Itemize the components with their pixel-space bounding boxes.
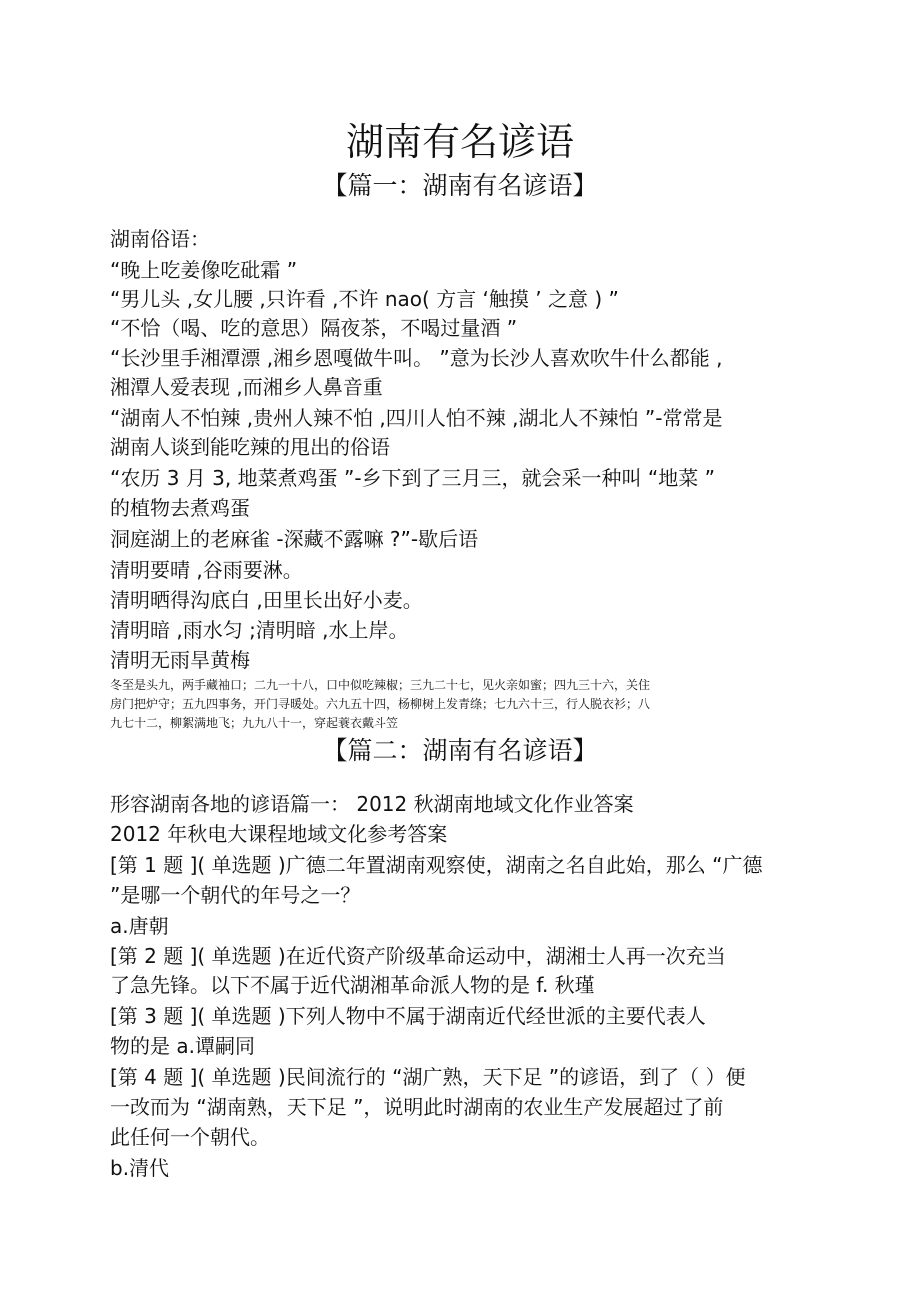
section-1-line: “长沙里手湘潭漂 ,湘乡恩嘎做牛叫。 ”意为长沙人喜欢吹牛什么都能 ,	[110, 346, 723, 370]
section-1-line: 湖南人谈到能吃辣的甩出的俗语	[110, 435, 390, 459]
section-1-line: 洞庭湖上的老麻雀 -深藏不露嘛 ?”-歇后语	[110, 527, 479, 551]
section-1-line: 清明无雨旱黄梅	[110, 648, 250, 672]
section-2-line: 物的是 a.谭嗣同	[110, 1034, 255, 1058]
section-1-small-line: 房门把炉守；五九四事务，开门寻暖处。六九五十四，杨柳树上发青绦；七九六十三，行人脱衣衫；八	[110, 697, 651, 711]
section-1-line: 的植物去煮鸡蛋	[110, 496, 250, 520]
section-1-line: 湘潭人爱表现 ,而湘乡人鼻音重	[110, 375, 383, 399]
section-2-line: 此任何一个朝代。	[110, 1125, 270, 1149]
section-2-line: 2012 年秋电大课程地域文化参考答案	[110, 822, 448, 846]
section-1-line: “农历 3 月 3, 地菜煮鸡蛋 ”-乡下到了三月三，就会采一种叫 “地菜 ”	[110, 466, 715, 490]
section-1-line: “不恰（喝、吃的意思）隔夜茶，不喝过量酒 ”	[110, 316, 518, 340]
section-1-line: “晚上吃姜像吃砒霜 ”	[110, 258, 298, 282]
section-2-heading: 【篇二：湖南有名谚语】	[322, 736, 598, 765]
document-title: 湖南有名谚语	[345, 120, 574, 164]
section-2-line: ”是哪一个朝代的年号之一？	[110, 883, 361, 907]
section-1-small-line: 九七十二，柳絮满地飞；九九八十一，穿起蓑衣戴斗笠	[110, 716, 399, 730]
section-2-line: [第 4 题 ]( 单选题 )民间流行的 “湖广熟，天下足 ”的谚语，到了（ ）便	[110, 1065, 746, 1089]
section-1-heading: 【篇一：湖南有名谚语】	[322, 171, 598, 200]
section-2-line: [第 2 题 ]( 单选题 )在近代资产阶级革命运动中，湖湘士人再一次充当	[110, 944, 726, 968]
section-1-line: 清明暗 ,雨水匀 ;清明暗 ,水上岸。	[110, 618, 409, 642]
section-2-line: 了急先锋。以下不属于近代湖湘革命派人物的是 f. 秋瑾	[110, 973, 595, 997]
section-1-line: “男儿头 ,女儿腰 ,只许看 ,不许 nao( 方言 ‘触摸 ’ 之意 ) ”	[110, 287, 619, 311]
section-2-line: 形容湖南各地的谚语篇一： 2012 秋湖南地域文化作业答案	[110, 792, 634, 816]
section-2-line: 一改而为 “湖南熟，天下足 ”，说明此时湖南的农业生产发展超过了前	[110, 1095, 724, 1119]
section-1-line: “湖南人不怕辣 ,贵州人辣不怕 ,四川人怕不辣 ,湖北人不辣怕 ”-常常是	[110, 406, 723, 430]
section-1-line: 清明晒得沟底白 ,田里长出好小麦。	[110, 588, 423, 612]
section-1-line: 湖南俗语：	[110, 227, 210, 251]
section-2-line: [第 1 题 ]( 单选题 )广德二年置湖南观察使，湖南之名自此始，那么 “广德	[110, 853, 763, 877]
section-2-line: a.唐朝	[110, 914, 169, 938]
section-1-line: 清明要晴 ,谷雨要淋。	[110, 558, 303, 582]
section-2-line: b.清代	[110, 1156, 170, 1180]
section-1-small-line: 冬至是头九，两手藏袖口；二九一十八，口中似吃辣椒；三九二十七，见火亲如蜜；四九三十六，关住	[110, 678, 651, 692]
section-2-line: [第 3 题 ]( 单选题 )下列人物中不属于湖南近代经世派的主要代表人	[110, 1004, 706, 1028]
